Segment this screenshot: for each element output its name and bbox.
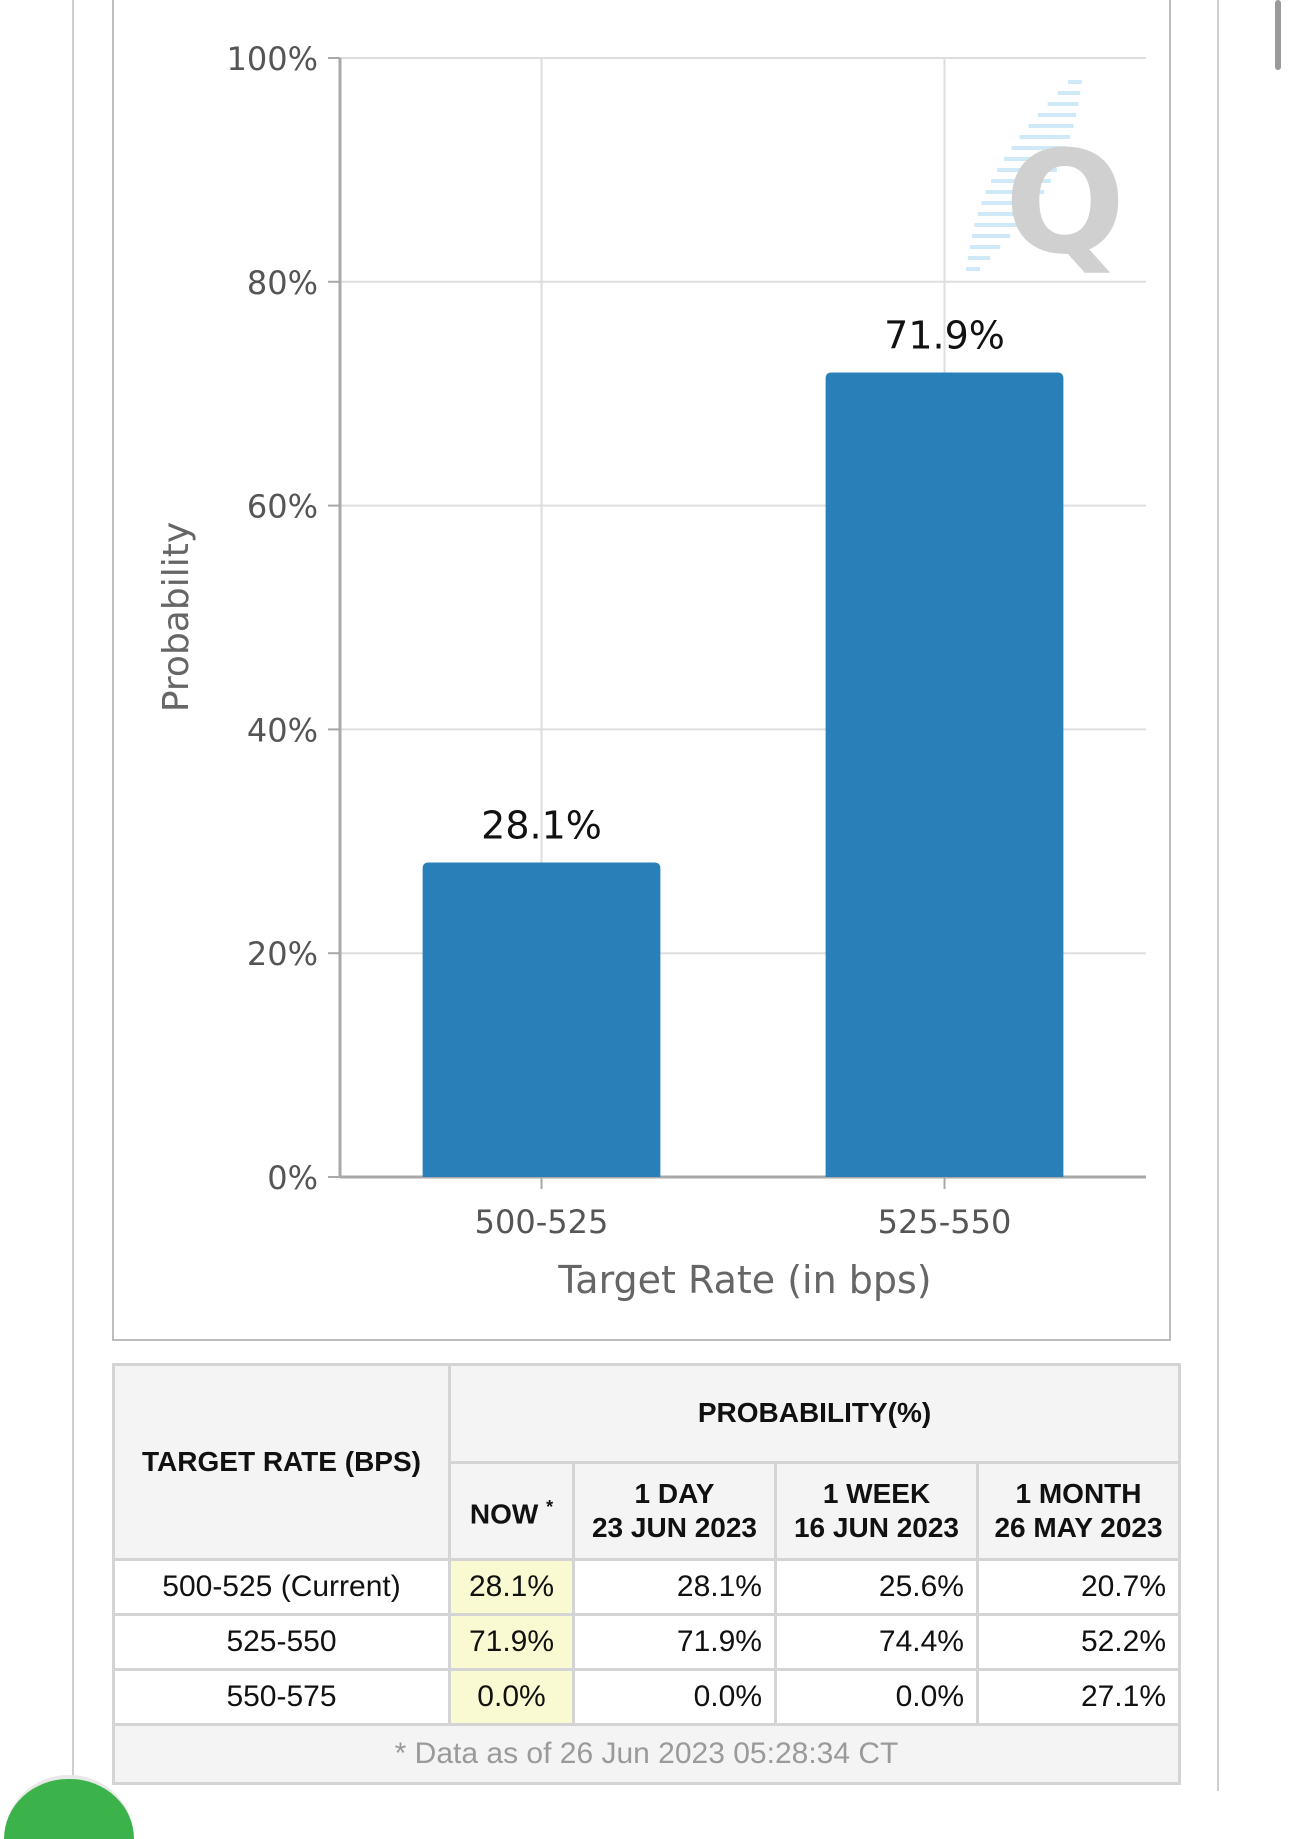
probability-header: PROBABILITY(%): [450, 1365, 1180, 1463]
x-tick-label: 525-550: [877, 1203, 1012, 1241]
col-1-week-label: 1 WEEK: [822, 1477, 931, 1509]
row-now-value: 28.1%: [450, 1560, 574, 1615]
col-1-month-label: 1 MONTH: [1015, 1477, 1142, 1509]
row-1-week-value: 25.6%: [776, 1560, 978, 1615]
col-1-week-date: 16 JUN 2023: [793, 1511, 959, 1543]
col-header-now: [450, 1462, 574, 1560]
watermark-stripe: [1058, 91, 1080, 95]
y-tick-label: 80%: [246, 263, 318, 302]
y-tick-label: 20%: [246, 935, 318, 974]
bar: [423, 863, 661, 1177]
x-tick-label: 500-525: [474, 1203, 609, 1241]
col-1-day-date: 23 JUN 2023: [591, 1511, 757, 1543]
col-header-1-week: [776, 1462, 978, 1560]
row-1-month-value: 27.1%: [978, 1670, 1180, 1725]
row-1-month-value: 20.7%: [978, 1560, 1180, 1615]
y-tick-label: 40%: [246, 711, 318, 750]
row-1-week-value: 74.4%: [776, 1615, 978, 1670]
table-row: [114, 1670, 1180, 1725]
watermark-stripe: [1068, 80, 1082, 84]
watermark-letter: Q: [1004, 121, 1126, 286]
row-1-day-value: 28.1%: [574, 1560, 776, 1615]
row-now-value: 71.9%: [450, 1615, 574, 1670]
data-timestamp-footnote: * Data as of 26 Jun 2023 05:28:34 CT: [114, 1725, 1180, 1784]
row-target-rate: 550-575: [114, 1670, 450, 1725]
table-row: [114, 1560, 1180, 1615]
row-target-rate: 500-525 (Current): [114, 1560, 450, 1615]
now-footnote-marker: *: [546, 1497, 554, 1518]
y-tick-label: 100%: [226, 40, 318, 78]
table-row: [114, 1615, 1180, 1670]
col-now-label: NOW: [469, 1498, 539, 1530]
probability-table: [112, 1363, 1181, 1785]
chart-bars: [423, 313, 1064, 1177]
y-tick-label: 60%: [246, 487, 318, 526]
bar-value-label: 28.1%: [481, 803, 602, 848]
row-1-day-value: 0.0%: [574, 1670, 776, 1725]
watermark-stripe: [966, 267, 980, 271]
bar-value-label: 71.9%: [884, 313, 1005, 358]
col-header-1-day: [574, 1462, 776, 1560]
target-rate-header: TARGET RATE (BPS): [114, 1365, 450, 1560]
col-1-day-label: 1 DAY: [634, 1477, 715, 1509]
watermark-stripe: [968, 256, 990, 260]
x-axis-title: Target Rate (in bps): [558, 1258, 932, 1302]
footnote-row: [114, 1725, 1180, 1784]
row-target-rate: 525-550: [114, 1615, 450, 1670]
watermark-stripe: [1048, 102, 1079, 106]
row-1-week-value: 0.0%: [776, 1670, 978, 1725]
row-1-day-value: 71.9%: [574, 1615, 776, 1670]
quikstrike-watermark-logo: [966, 80, 1125, 286]
bar: [826, 372, 1064, 1177]
row-1-month-value: 52.2%: [978, 1615, 1180, 1670]
watermark-stripe: [1038, 113, 1076, 117]
y-tick-label: 0%: [267, 1159, 318, 1197]
watermark-stripe: [970, 245, 1001, 249]
y-axis-title: Probability: [156, 521, 197, 713]
col-1-month-date: 26 MAY 2023: [994, 1511, 1163, 1543]
col-header-1-month: [978, 1462, 1180, 1560]
row-now-value: 0.0%: [450, 1670, 574, 1725]
